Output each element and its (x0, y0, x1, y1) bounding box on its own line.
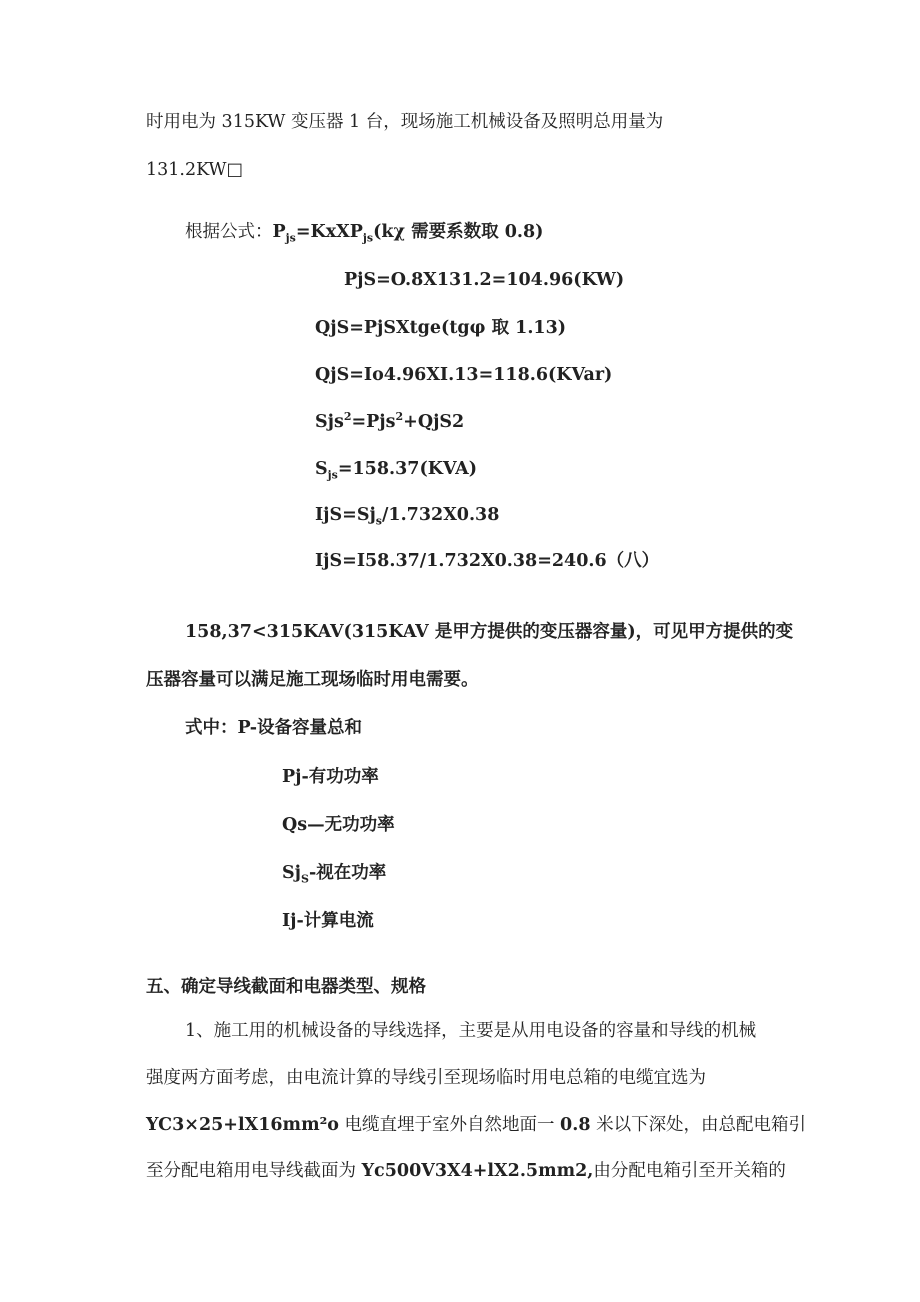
section5-p1-line3-text1: 电缆直埋于室外自然地面一 (338, 1115, 561, 1135)
legend-sjs-sub: S (300, 872, 309, 886)
formula-intro-suffix: (kχ 需要系数取 0.8) (373, 222, 544, 242)
section5-p1-line3-bold2: 0.8 (560, 1115, 591, 1135)
formula-intro-prefix: 根据公式： (185, 222, 273, 242)
conclusion-line2: 压器容量可以满足施工现场临时用电需要。 (146, 670, 479, 690)
para1-line2: 131.2KW□ (146, 160, 244, 180)
section5-p1-line3 (146, 1113, 806, 1137)
formula-intro (185, 220, 543, 244)
formula-line-2: QjS=PjSXtge(tgφ 取 1.13) (315, 318, 567, 338)
formula-line-6-b: /1.732X0.38 (382, 505, 500, 525)
formula-line-4 (315, 410, 464, 434)
section5-p1-line2: 强度两方面考虑，由电流计算的导线引至现场临时用电总箱的电缆宜选为 (146, 1068, 706, 1088)
formula-line-4-sup1: 2 (343, 410, 352, 424)
section5-p1-line3-bold1: YC3×25+lX16mm²o (146, 1115, 339, 1135)
legend-sjs-b: -视在功率 (308, 863, 387, 883)
legend-qs: Qs—无功功率 (282, 815, 395, 835)
legend-ij: Ij-计算电流 (282, 911, 374, 931)
formula-line-1: PjS=O.8X131.2=104.96(KW) (344, 270, 625, 290)
formula-line-5 (315, 457, 477, 481)
formula-intro-mid: =KxXP (295, 222, 363, 242)
formula-line-7: IjS=I58.37/1.732X0.38=240.6（八） (315, 551, 660, 571)
legend-sjs-a: Sj (282, 863, 301, 883)
section5-p1-line4 (146, 1159, 786, 1183)
section5-p1-line4-bold: Yc500V3X4+lX2.5mm2, (361, 1161, 594, 1181)
formula-line-5-sub: js (327, 468, 338, 482)
section5-p1-line1: 1、施工用的机械设备的导线选择，主要是从用电设备的容量和导线的机械 (185, 1021, 757, 1041)
formula-intro-p: P (272, 222, 286, 242)
formula-line-4-a: Sjs (315, 412, 344, 432)
legend-sjs (282, 861, 386, 885)
conclusion-line1: 158,37<315KAV(315KAV 是甲方提供的变压器容量)，可见甲方提供的变 (185, 622, 794, 642)
legend-pj: Pj-有功功率 (282, 767, 379, 787)
formula-intro-p-sub: js (285, 231, 296, 245)
section5-p1-line4-text1: 至分配电箱用电导线截面为 (146, 1161, 362, 1181)
formula-line-6 (315, 503, 499, 527)
formula-line-6-a: IjS=Sj (315, 505, 376, 525)
formula-line-6-sub: s (375, 514, 382, 528)
formula-line-4-b: =Pjs (351, 412, 396, 432)
formula-line-3: QjS=Io4.96XI.13=118.6(KVar) (315, 365, 613, 385)
formula-intro-mid-sub: js (362, 231, 374, 245)
formula-line-4-c: +QjS2 (403, 412, 465, 432)
formula-line-5-b: =158.37(KVA) (337, 459, 478, 479)
section5-p1-line4-text2: 由分配电箱引至开关箱的 (593, 1161, 786, 1181)
formula-line-5-a: S (315, 459, 328, 479)
section5-heading: 五、确定导线截面和电器类型、规格 (146, 977, 426, 997)
section5-p1-line3-text2: 米以下深处，由总配电箱引 (590, 1115, 807, 1135)
formula-line-4-sup2: 2 (395, 410, 404, 424)
legend-intro: 式中：P-设备容量总和 (185, 718, 362, 738)
para1-line1: 时用电为 315KW 变压器 1 台，现场施工机械设备及照明总用量为 (146, 112, 664, 132)
